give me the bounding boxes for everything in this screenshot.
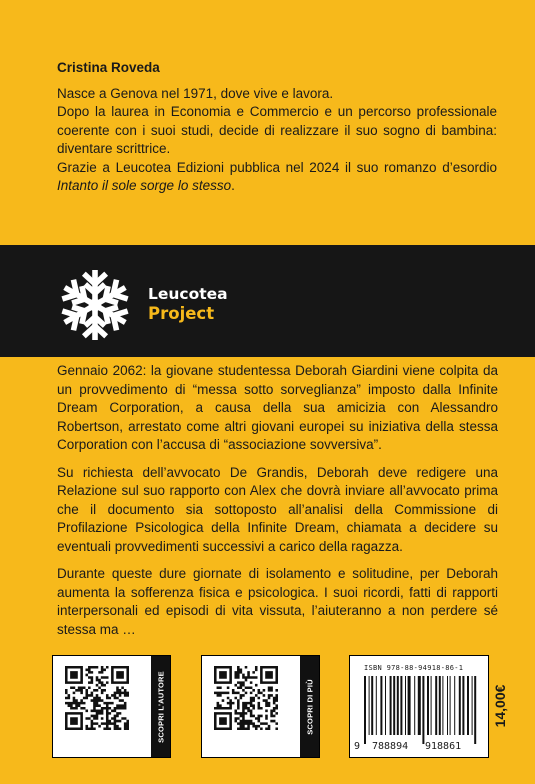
qr-code-icon[interactable]	[65, 666, 129, 730]
qr-more-box[interactable]	[201, 655, 320, 758]
qr-label: SCOPRI L'AUTORE	[156, 670, 165, 743]
qr-author-box[interactable]	[52, 655, 171, 758]
brand-name	[148, 284, 228, 324]
isbn-text: ISBN 978-88-94918-86-1	[364, 664, 464, 672]
synopsis-paragraph: Su richiesta dell’avvocato De Grandis, Deborah deve redigere una Relazione sul suo rapporto con Alex che dovrà inviare all’avvocato prima che il documento sia sottoposto all’analisi della Commissione di Profilazione Psicologica della Infinite Dream, chiamata a decidere su eventuali provvedimenti successivi a carico della ragazza.	[57, 464, 498, 554]
synopsis	[57, 362, 498, 648]
barcode-digits-left: 788894	[372, 741, 409, 752]
bio-end: .	[231, 178, 235, 193]
qr-label-strip	[151, 656, 170, 757]
qr-label-strip	[300, 656, 319, 757]
author-name: Cristina Roveda	[57, 60, 160, 75]
brand-line-1: Leucotea	[148, 285, 228, 303]
price-label: 14,00€	[492, 684, 508, 728]
qr-label: SCOPRI DI PIÙ	[305, 678, 314, 735]
synopsis-paragraph: Gennaio 2062: la giovane studentessa Deborah Giardini viene colpita da un provvedimento di “messa sotto sorveglianza” imposto dalla Infinite Dream Corporation, a causa della sua amicizia con Alessandro Robertson, arrestato come altri giovani europei su iniziativa della stessa Corporation con l’accusa di “associazione sovversiva”.	[57, 363, 498, 452]
barcode-digit-first: 9	[354, 741, 361, 752]
qr-code-icon[interactable]	[214, 666, 278, 730]
snowflake-icon	[60, 270, 130, 340]
synopsis-paragraph: Durante queste dure giornate di isolamento e solitudine, per Deborah aumenta la sofferenza fisica e psicologica. I suoi ricordi, fatti di rapporti interpersonali ed episodi di vita vissuta, l’aiuteranno a non perdere sé stessa ma …	[57, 566, 498, 637]
brand-line-2: Project	[148, 304, 215, 323]
barcode-box	[349, 655, 489, 758]
bio-line-1: Nasce a Genova nel 1971, dove vive e lavora.	[57, 85, 334, 101]
author-section	[57, 59, 497, 196]
barcode-digits-right: 918861	[425, 741, 462, 752]
author-bio	[57, 85, 497, 196]
bio-line-2: Dopo la laurea in Economia e Commercio e un percorso professionale coerente con i suoi studi, decide di realizzare il suo sogno di bambina: diventare scrittrice.	[57, 104, 497, 156]
bio-line-3: Grazie a Leucotea Edizioni pubblica nel 2024 il suo romanzo d’esordio	[57, 159, 497, 175]
book-title: Intanto il sole sorge lo stesso	[57, 178, 232, 193]
barcode-icon	[364, 676, 477, 744]
